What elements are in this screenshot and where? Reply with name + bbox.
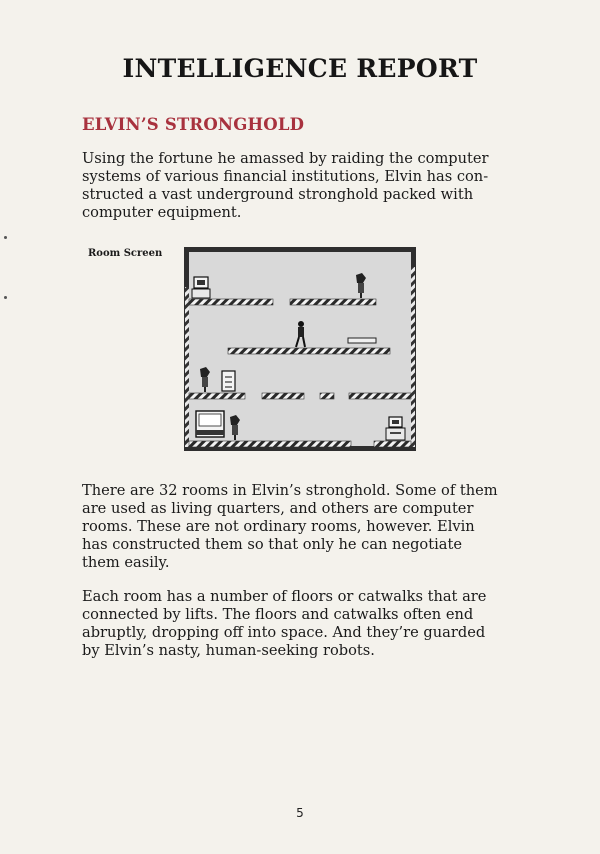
print-speck [4,236,7,239]
lift-platform [348,338,376,343]
catwalk [228,348,390,354]
rooms-paragraph [82,482,532,572]
computer-terminal [192,277,210,298]
paragraph-line: Using the fortune he amassed by raiding the computer [82,150,489,167]
page-number: 5 [296,806,304,820]
figure-label: Room Screen [88,248,163,259]
paragraph-line: structed a vast underground stronghold packed with [82,186,474,203]
floor [189,441,351,447]
floors-paragraph [82,588,532,660]
filing-cabinet [222,371,235,391]
paragraph-line: Each room has a number of floors or catwalks that are [82,588,487,605]
intro-paragraph [82,150,532,222]
left-wall [185,287,189,447]
catwalk [349,393,411,399]
page-title: INTELLIGENCE REPORT [122,54,478,83]
paragraph-line: by Elvin’s nasty, human-seeking robots. [82,642,375,659]
right-wall [411,267,415,447]
paragraph-line: them easily. [82,554,170,571]
computer-terminal [386,417,405,440]
paragraph-line: connected by lifts. The floors and catwalks often end [82,606,474,623]
catwalk [290,299,376,305]
paragraph-line: rooms. These are not ordinary rooms, however. Elvin [82,518,475,535]
paragraph-line: abruptly, dropping off into space. And they’re guarded [82,624,486,641]
paragraph-line: There are 32 rooms in Elvin’s stronghold. Some of them [82,482,498,499]
paragraph-line: systems of various financial institutions, Elvin has con- [82,168,489,185]
room-screen-illustration [184,247,416,451]
computer-console [196,411,224,437]
catwalk [320,393,334,399]
paragraph-line: has constructed them so that only he can negotiate [82,536,462,553]
paragraph-line: computer equipment. [82,204,242,221]
catwalk [189,393,245,399]
catwalk [189,299,273,305]
room-screen-figure [184,247,416,451]
paragraph-line: are used as living quarters, and others are computer [82,500,474,517]
catwalk [262,393,304,399]
floor [374,441,411,447]
print-speck [4,296,7,299]
section-heading: ELVIN’S STRONGHOLD [82,115,305,134]
